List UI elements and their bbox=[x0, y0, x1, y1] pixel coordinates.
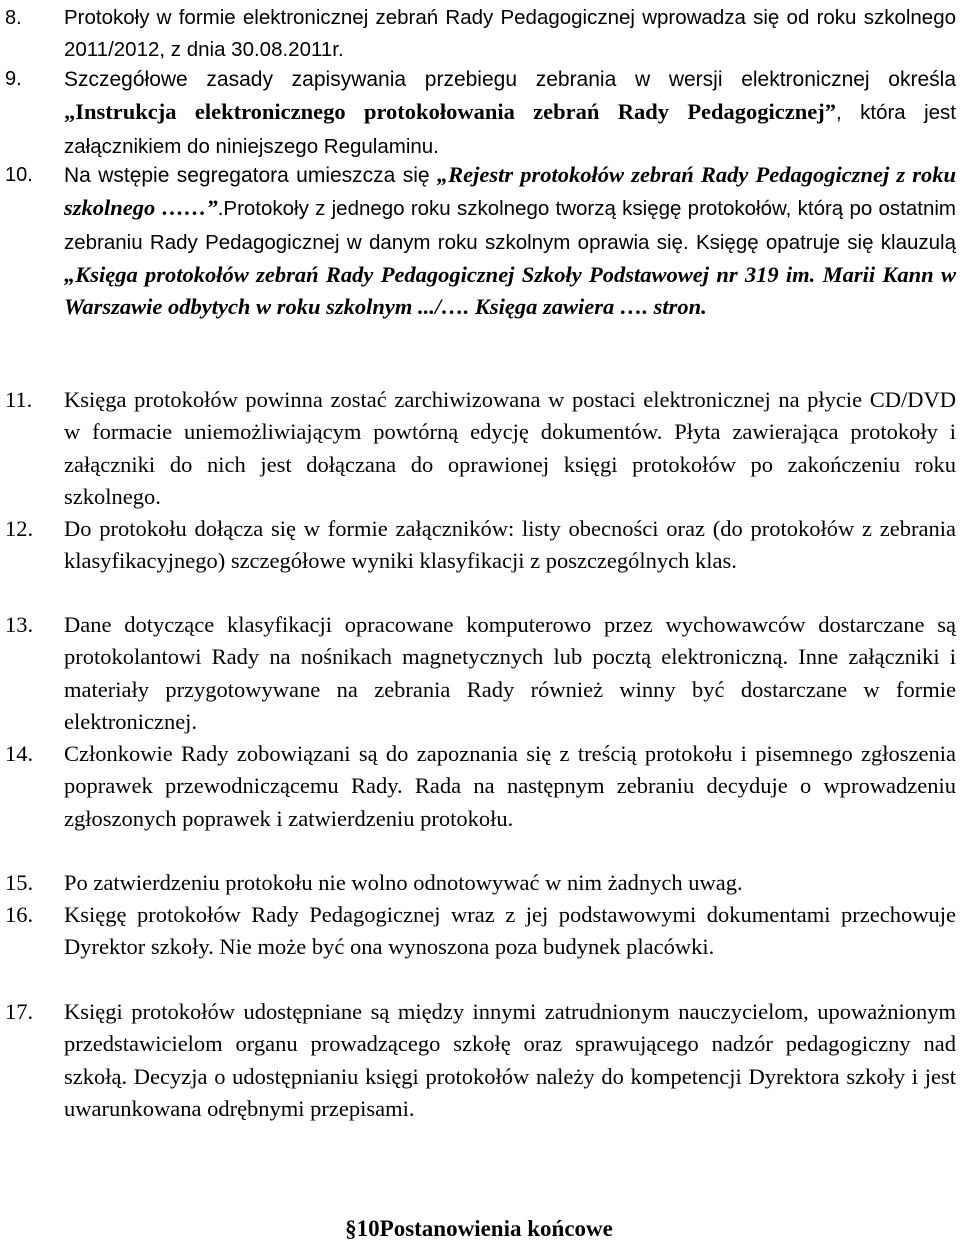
register-title: „Rejestr protokołów zebrań Rady Pedagogicznej z roku szkolnego ……” bbox=[64, 162, 956, 221]
item-text: Księgi protokołów udostępniane są między innymi zatrudnionym nauczycielom, upoważnionym przedstawicielom organu prowadzącego szkołę oraz sprawującego nadzór pedagogiczny nad szkołą. Decyzja o udostępnianiu księgi protokołów należy do kompetencji Dyrektora szkoły i jest uwarunkowana odrębnymi przepisami. bbox=[64, 999, 956, 1121]
section-heading bbox=[0, 1213, 958, 1245]
item-text: Dane dotyczące klasyfikacji opracowane komputerowo przez wychowawców dostarczane są protokolantowi Rady na nośnikach magnetycznych lub pocztą elektroniczną. Inne załączniki i materiały przygotowywane na zebrania Rady również winny być dostarczane w formie elektronicznej. bbox=[64, 612, 956, 734]
item-number: 9. bbox=[5, 68, 22, 90]
item-number: 10. bbox=[5, 164, 33, 186]
item-number: 16. bbox=[5, 902, 34, 927]
item-number: 17. bbox=[5, 999, 34, 1024]
list-item-13 bbox=[0, 609, 958, 738]
book-clause: „Księga protokołów zebrań Rady Pedagogicznej Szkoły Podstawowej nr 319 im. Marii Kann w Warszawie odbytych w roku szkolnym .../…. Księga zawiera …. stron. bbox=[64, 261, 956, 320]
item-text: Członkowie Rady zobowiązani są do zapoznania się z treścią protokołu i pisemnego zgłoszenia poprawek przewodniczącemu Rady. Rada na następnym zebraniu decyduje o wprowadzeniu zgłoszonych poprawek i zatwierdzeniu protokołu. bbox=[64, 741, 956, 831]
item-text-part: Na wstępie segregatora umieszcza się bbox=[64, 164, 437, 187]
item-text: Do protokołu dołącza się w formie załączników: listy obecności oraz (do protokołów z zebrania klasyfikacyjnego) szczegółowe wyniki klasyfikacji z poszczególnych klas. bbox=[64, 516, 956, 574]
item-text-part: Szczegółowe zasady zapisywania przebiegu zebrania w wersji elektronicznej określa bbox=[64, 68, 956, 91]
document-title-reference: „Instrukcja elektronicznego protokołowania zebrań Rady Pedagogicznej” bbox=[64, 99, 837, 125]
item-text bbox=[64, 159, 956, 323]
item-text-part: , która jest załącznikiem do niniejszego Regulaminu. bbox=[64, 101, 956, 158]
item-number: 11. bbox=[5, 387, 33, 412]
item-text: Po zatwierdzeniu protokołu nie wolno odnotowywać w nim żadnych uwag. bbox=[64, 870, 743, 895]
item-number: 15. bbox=[5, 870, 34, 895]
item-number: 8. bbox=[5, 7, 22, 29]
item-text: Księgę protokołów Rady Pedagogicznej wraz z jej podstawowymi dokumentami przechowuje Dyrektor szkoły. Nie może być ona wynoszona poza budynek placówki. bbox=[64, 902, 956, 960]
item-number: 13. bbox=[5, 612, 34, 637]
list-item-10 bbox=[0, 159, 958, 323]
section-heading-text: 10Postanowienia końcowe bbox=[356, 1216, 613, 1241]
list-item-14 bbox=[0, 738, 958, 835]
item-text-part: .Protokoły z jednego roku szkolnego tworzą księgę protokołów, którą po ostatnim zebraniu Rady Pedagogicznej w danym roku szkolnym oprawia się. Księgę opatruje się klauzulą bbox=[64, 197, 956, 254]
list-item-16 bbox=[0, 899, 958, 964]
item-number: 12. bbox=[5, 516, 34, 541]
item-number: 14. bbox=[5, 741, 34, 766]
list-item-17 bbox=[0, 996, 958, 1125]
list-item-8 bbox=[0, 2, 958, 67]
list-item-15 bbox=[0, 867, 958, 899]
list-item-9 bbox=[0, 63, 958, 163]
item-text bbox=[64, 63, 956, 163]
list-item-11 bbox=[0, 384, 958, 513]
section-mark: § bbox=[345, 1216, 357, 1241]
item-text: Protokoły w formie elektronicznej zebrań Rady Pedagogicznej wprowadza się od roku szkolnego 2011/2012, z dnia 30.08.2011r. bbox=[64, 6, 956, 62]
list-item-12 bbox=[0, 513, 958, 578]
item-text: Księga protokołów powinna zostać zarchiwizowana w postaci elektronicznej na płycie CD/DVD w formacie uniemożliwiającym powtórną edycję dokumentów. Płyta zawierająca protokoły i załączniki do nich jest dołączana do oprawionej księgi protokołów po zakończeniu roku szkolnego. bbox=[64, 387, 956, 509]
